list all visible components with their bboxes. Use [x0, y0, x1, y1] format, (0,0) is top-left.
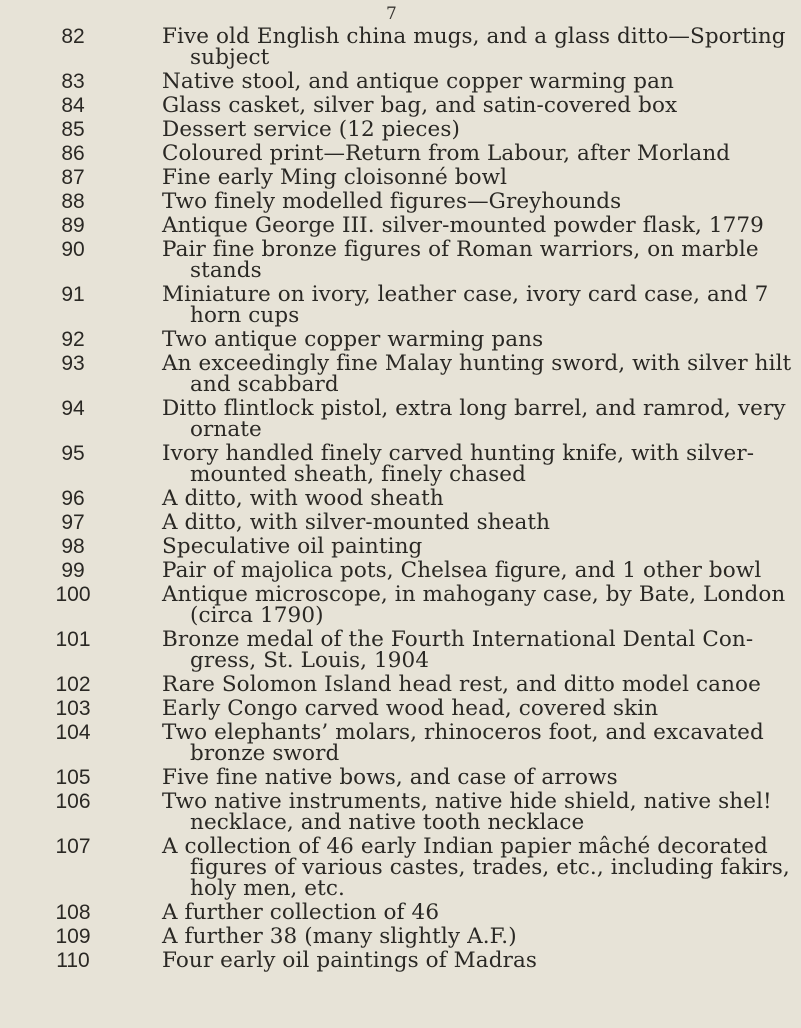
lot-number: 106: [55, 790, 91, 813]
lot-number: 91: [61, 283, 85, 306]
lot-number: 97: [61, 511, 85, 534]
lot-number: 86: [61, 142, 85, 165]
lot-description: A further collection of 46: [162, 900, 440, 925]
lot-number: 85: [61, 118, 85, 141]
lot-entry: [0, 143, 801, 164]
lot-number: 82: [61, 25, 85, 48]
lot-entry: [0, 629, 801, 671]
lot-list: [0, 26, 801, 974]
lot-description: Ivory handled finely carved hunting knife, with silver-mounted sheath, finely chased: [162, 441, 755, 487]
page-number: 7: [386, 4, 397, 24]
lot-number: 84: [61, 94, 85, 117]
lot-number: 107: [55, 835, 91, 858]
lot-description: Coloured print—Return from Labour, after Morland: [162, 141, 731, 166]
lot-entry: [0, 536, 801, 557]
lot-entry: [0, 902, 801, 923]
lot-number: 103: [55, 697, 91, 720]
lot-entry: [0, 488, 801, 509]
lot-number: 89: [61, 214, 85, 237]
lot-entry: [0, 443, 801, 485]
lot-number: 109: [55, 925, 91, 948]
lot-description: Dessert service (12 pieces): [162, 117, 460, 142]
lot-number: 110: [56, 949, 90, 972]
lot-entry: [0, 836, 801, 899]
lot-entry: [0, 674, 801, 695]
lot-entry: [0, 329, 801, 350]
lot-description: Rare Solomon Island head rest, and ditto model canoe: [162, 672, 761, 697]
lot-description: Miniature on ivory, leather case, ivory card case, and 7 horn cups: [162, 282, 769, 328]
lot-number: 101: [55, 628, 91, 651]
lot-number: 95: [61, 442, 85, 465]
lot-number: 100: [55, 583, 91, 606]
lot-number: 98: [61, 535, 85, 558]
lot-entry: [0, 167, 801, 188]
lot-entry: [0, 284, 801, 326]
lot-description: Two native instruments, native hide shield, native shel! necklace, and native tooth necklace: [162, 789, 772, 835]
lot-description: Four early oil paintings of Madras: [162, 948, 538, 973]
lot-entry: [0, 239, 801, 281]
lot-description: A ditto, with wood sheath: [162, 486, 444, 511]
lot-number: 88: [61, 190, 85, 213]
lot-entry: [0, 215, 801, 236]
lot-entry: [0, 698, 801, 719]
lot-description: A ditto, with silver-mounted sheath: [162, 510, 551, 535]
lot-description: A further 38 (many slightly A.F.): [162, 924, 517, 949]
lot-entry: [0, 71, 801, 92]
lot-entry: [0, 584, 801, 626]
lot-description: Fine early Ming cloisonné bowl: [162, 165, 508, 190]
lot-entry: [0, 722, 801, 764]
lot-number: 92: [61, 328, 85, 351]
lot-description: Glass casket, silver bag, and satin-covered box: [162, 93, 678, 118]
lot-entry: [0, 398, 801, 440]
lot-number: 93: [61, 352, 85, 375]
lot-description: Two finely modelled figures—Greyhounds: [162, 189, 622, 214]
lot-description: An exceedingly fine Malay hunting sword, with silver hilt and scabbard: [162, 351, 792, 397]
lot-description: Two antique copper warming pans: [162, 327, 544, 352]
lot-number: 99: [61, 559, 85, 582]
lot-number: 87: [61, 166, 85, 189]
lot-number: 104: [55, 721, 91, 744]
lot-description: Two elephants’ molars, rhinoceros foot, and excavated bronze sword: [162, 720, 764, 766]
lot-entry: [0, 560, 801, 581]
lot-entry: [0, 512, 801, 533]
lot-description: Speculative oil painting: [162, 534, 423, 559]
lot-description: Ditto flintlock pistol, extra long barrel, and ramrod, very ornate: [162, 396, 786, 442]
lot-description: Early Congo carved wood head, covered skin: [162, 696, 659, 721]
lot-description: Antique George III. silver-mounted powder flask, 1779: [162, 213, 764, 238]
lot-entry: [0, 119, 801, 140]
lot-entry: [0, 926, 801, 947]
lot-number: 108: [55, 901, 91, 924]
lot-description: Bronze medal of the Fourth International Dental Con-gress, St. Louis, 1904: [162, 627, 754, 673]
lot-description: Five fine native bows, and case of arrows: [162, 765, 618, 790]
lot-description: Five old English china mugs, and a glass ditto—Sporting subject: [162, 24, 786, 70]
lot-entry: [0, 191, 801, 212]
lot-description: Antique microscope, in mahogany case, by Bate, London (circa 1790): [162, 582, 786, 628]
lot-entry: [0, 791, 801, 833]
lot-entry: [0, 950, 801, 971]
lot-entry: [0, 353, 801, 395]
lot-entry: [0, 26, 801, 68]
lot-entry: [0, 767, 801, 788]
lot-description: Pair fine bronze figures of Roman warriors, on marble stands: [162, 237, 759, 283]
lot-entry: [0, 95, 801, 116]
lot-description: Native stool, and antique copper warming pan: [162, 69, 674, 94]
lot-number: 83: [61, 70, 85, 93]
lot-number: 102: [55, 673, 91, 696]
lot-description: Pair of majolica pots, Chelsea figure, and 1 other bowl: [162, 558, 762, 583]
lot-number: 105: [55, 766, 91, 789]
lot-description: A collection of 46 early Indian papier mâché decorated figures of various castes, trades, etc., including fakirs, holy men, etc.: [162, 834, 790, 901]
lot-number: 94: [61, 397, 85, 420]
lot-number: 90: [61, 238, 85, 261]
lot-number: 96: [61, 487, 85, 510]
